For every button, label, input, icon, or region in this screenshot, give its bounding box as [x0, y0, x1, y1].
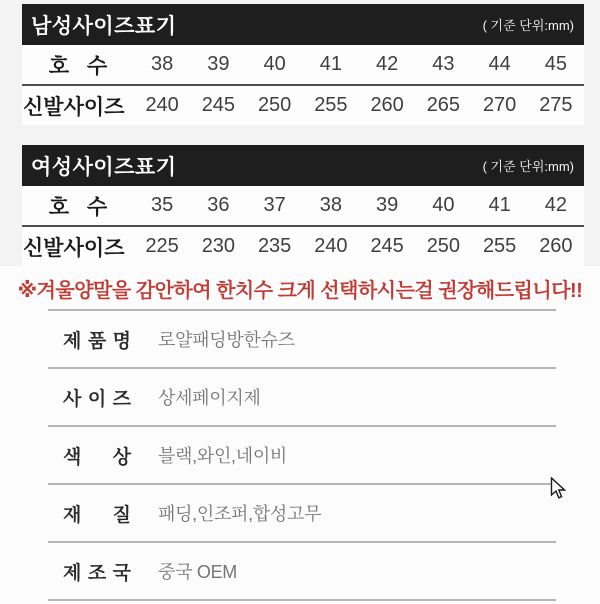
size-cell: 38	[319, 194, 342, 216]
size-cell: 36	[207, 194, 230, 216]
length-cell: 245	[370, 235, 404, 257]
size-cell: 42	[544, 194, 567, 216]
mens-size-table	[22, 0, 584, 125]
mens-size-table-title: 남성사이즈표기	[31, 14, 177, 38]
length-cell: 270	[482, 94, 517, 116]
table-row	[22, 45, 584, 84]
product-color-label: 색 상	[63, 446, 131, 468]
womens-size-unit-note: ( 기준 단위:mm)	[482, 159, 574, 174]
size-cell: 35	[151, 194, 174, 216]
product-info-row	[48, 485, 556, 543]
product-info-row	[48, 311, 556, 369]
product-info-table	[48, 309, 556, 601]
product-info-row	[48, 427, 556, 485]
product-material-label: 재 질	[63, 504, 131, 526]
size-cell: 41	[319, 53, 342, 75]
size-cell: 37	[263, 194, 286, 216]
table-row	[22, 86, 584, 125]
length-cell: 260	[539, 235, 573, 257]
womens-size-table	[22, 145, 584, 266]
row-header-shoe-size: 신발사이즈	[23, 236, 125, 260]
size-cell: 42	[376, 53, 399, 75]
size-cell: 44	[488, 53, 511, 75]
length-cell: 275	[539, 94, 573, 116]
length-cell: 250	[257, 94, 292, 116]
womens-size-table-body	[22, 186, 584, 266]
length-cell: 255	[314, 94, 348, 116]
size-cell: 43	[432, 53, 455, 75]
size-cell: 45	[544, 53, 567, 75]
length-cell: 225	[145, 235, 179, 257]
length-cell: 230	[201, 235, 236, 257]
length-cell: 250	[426, 235, 461, 257]
length-cell: 240	[314, 235, 348, 257]
row-header-shoe-size: 신발사이즈	[23, 95, 125, 119]
bottom-section	[0, 266, 600, 601]
size-cell: 39	[207, 53, 230, 75]
length-cell: 240	[145, 94, 179, 116]
mens-size-table-header	[22, 4, 584, 45]
size-cell: 40	[432, 194, 455, 216]
product-name-label: 제 품 명	[63, 330, 131, 352]
mens-size-table-body	[22, 45, 584, 125]
length-cell: 245	[201, 94, 236, 116]
womens-size-table-title: 여성사이즈표기	[31, 155, 177, 179]
product-origin-value: 중국 OEM	[158, 562, 237, 582]
length-cell: 235	[257, 235, 292, 257]
length-cell: 255	[482, 235, 517, 257]
size-cell: 39	[376, 194, 399, 216]
product-info-row	[48, 369, 556, 427]
size-cell: 41	[488, 194, 511, 216]
product-origin-label: 제 조 국	[63, 562, 131, 584]
length-cell: 265	[426, 94, 461, 116]
size-up-notice: ※겨울양말을 감안하여 한치수 크게 선택하시는걸 권장해드립니다!!	[17, 280, 583, 302]
womens-size-table-header	[22, 145, 584, 186]
size-cell: 40	[263, 53, 286, 75]
size-cell: 38	[151, 53, 174, 75]
product-size-label: 사 이 즈	[63, 388, 131, 410]
product-name-value: 로얄패딩방한슈즈	[158, 330, 295, 350]
table-row	[22, 227, 584, 266]
product-material-value: 패딩,인조퍼,합성고무	[158, 504, 322, 524]
table-row	[22, 186, 584, 225]
product-info-row	[48, 543, 556, 601]
row-header-size-number: 호 수	[48, 195, 108, 219]
product-color-value: 블랙,와인,네이비	[158, 446, 288, 466]
length-cell: 260	[370, 94, 404, 116]
product-size-value: 상세페이지제	[158, 388, 261, 408]
row-header-size-number: 호 수	[48, 54, 108, 78]
mens-size-unit-note: ( 기준 단위:mm)	[482, 18, 574, 33]
